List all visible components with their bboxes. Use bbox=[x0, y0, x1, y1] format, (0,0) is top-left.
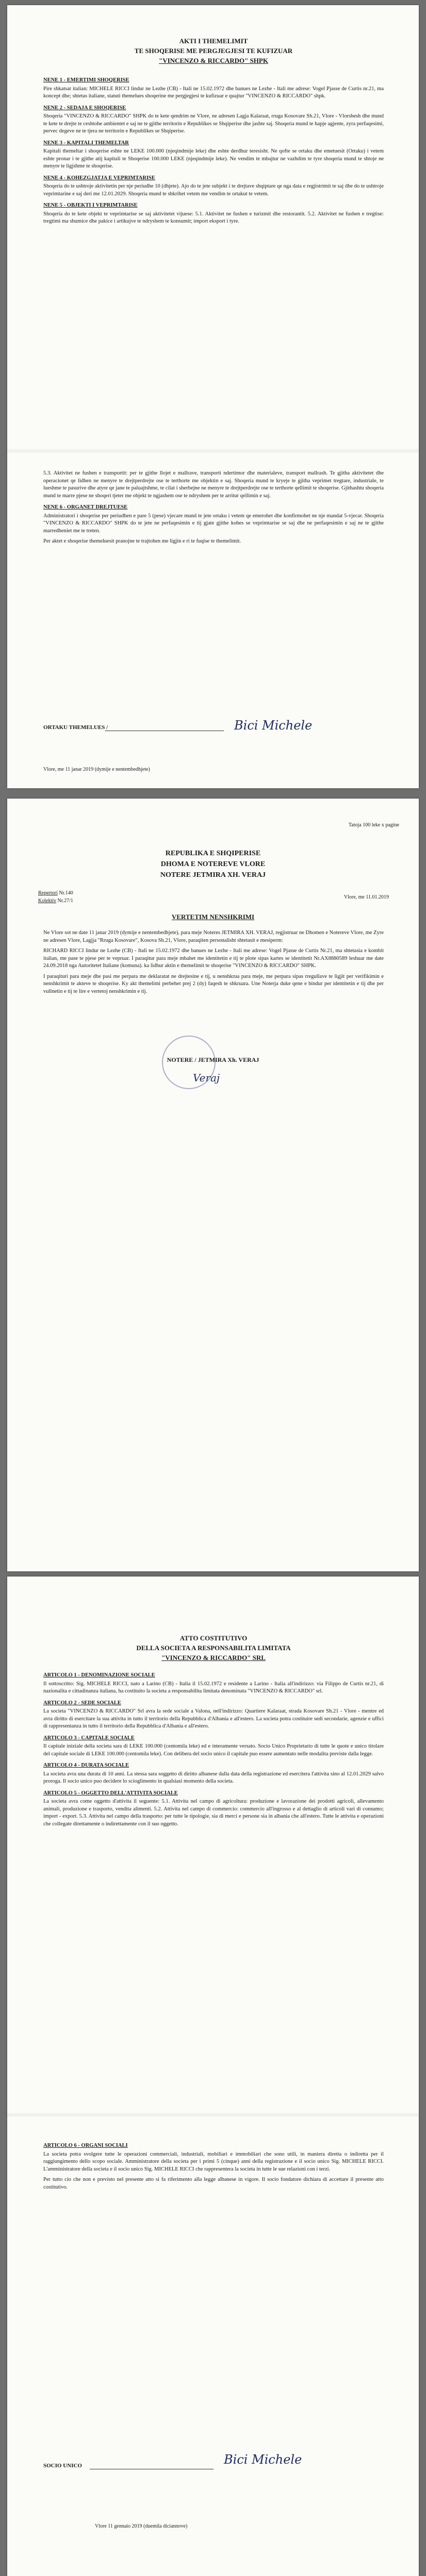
company-name: "VINCENZO & RICCARDO" SHPK bbox=[159, 57, 268, 64]
section-text: La societa potra svolgere tutte le operazioni commerciali, industriali, mobiliari e immobiliari che sono utili, in maniera diretta o indiretta per il raggiungimento dello scopo sociale. Amministratore della societa per i primi 5 (cinque) anni della registrazione e il socio unico Sig. MICHELE RICCI. L'amministratore della societa e il socio unico Sig. MICHELE RICCI che rappresentera la societa in tutte le sue relazioni con i terzi. bbox=[43, 2151, 384, 2172]
section-text: Shoqeria do te kete objekt te veprimtarise se saj aktivitetet vijuese: 5.1. Aktivitet ne fushen e turizmit dhe restorantit. 5.2. Aktivitet ne fushen e tregtise: tregtimi ma shumice dhe pakice i artikujve te ndryshem te konsumit; import eksport i tyre. bbox=[43, 211, 384, 224]
section-heading: NENE 3 - KAPITALI THEMELTAR bbox=[43, 140, 129, 146]
socio-label: SOCIO UNICO bbox=[43, 2463, 82, 2469]
document-page-2 bbox=[7, 799, 419, 1571]
section-heading: NENE 1 - EMERTIMI SHOQERISE bbox=[43, 77, 129, 83]
document-subtitle: DELLA SOCIETA A RESPONSABILITA LIMITATA bbox=[136, 1644, 291, 1652]
date-place: Vlore, me 11.01.2019 bbox=[343, 894, 389, 900]
kolektiv-row bbox=[38, 898, 73, 904]
section-heading: ARTICOLO 6 - ORGANI SOCIALI bbox=[43, 2143, 128, 2148]
repertori-label: Repertori bbox=[38, 890, 58, 896]
notary-signature: Veraj bbox=[193, 1072, 220, 1084]
certification-text: RICHARD RICCI lindur ne Lezhe (CB) - Itali ne 15.02.1972 dhe banues ne Lezhe - Itali me adrese: Vogel Pjasse de Curtis Nr.21, ma shtetasia e kombit italian, me pase te pjese per te vepruar. I paraqitur para meje mbahet me identitetin e tij te plote sipas kartes se identitetit Nr.AX8880589 leshuar me date 24.09.2018 nga Autoritetet Italiane (komuna). ka lidhur aktin e themelimit te shoqerise "VINCENZO & RICCARDO" SHPK. bbox=[43, 948, 384, 969]
document-subtitle: TE SHOQERISE ME PERGJEGJESI TE KUFIZUAR bbox=[134, 47, 293, 55]
section-heading: NENE 5 - OBJEKTI I VEPRIMTARISE bbox=[43, 202, 138, 208]
section-text: Il capitale iniziale della societa sara di LEKE 100.000 (centomila leke) ed e interamente versato. Socio Unico Proprietario di tutte le quote e unico titolare del capitale sociale di LEKE 100.000 (centomila leke). Con delibera del socio unico il capitale puo essere aumentato nelle modalita previste dalla legge. bbox=[43, 1743, 384, 1757]
certification-text: I paraqituri para meje dhe pasi me perpara me deklaratat ne drejtesine e tij, u nenshkrua para meje, me perpara sipas rregullave te ligjit per verifikimin e nenshkrimit te akteve te shoqerise. Ky akt themelimi perbehet prej 2 (dy) faqesh te shkruara. Une Noterja duke qene e bindur per identitetin e tij dhe per vullnetin e tij te lire e vertetoj nenshkrimin e tij. bbox=[43, 973, 384, 994]
section-text: La societa avra una durata di 10 anni. La stessa sara soggetto di diritto albanese dalla data della registrazione ed esercitera l'attivita sino al 12.01.2029 salvo proroga. Il socio unico puo decidere lo scioglimento in qualsiasi momento della societa. bbox=[43, 1771, 384, 1784]
signature: Bici Michele bbox=[224, 2452, 302, 2467]
section-heading: ARTICOLO 3 - CAPITALE SOCIALE bbox=[43, 1735, 135, 1741]
document-page-1 bbox=[7, 5, 419, 788]
section-heading: ARTICOLO 1 - DENOMINAZIONE SOCIALE bbox=[43, 1672, 155, 1678]
kolektiv-value: Nr.27/1 bbox=[57, 898, 73, 904]
notary-heading: NOTERE JETMIRA XH. VERAJ bbox=[160, 871, 266, 879]
section-heading: NENE 4 - KOHEZGJATJA E VEPRIMTARISE bbox=[43, 175, 155, 181]
certification-title: VERTETIM NENSHKRIMI bbox=[171, 913, 255, 921]
section-heading: NENE 2 - SEDAJA E SHOQERISE bbox=[43, 105, 126, 111]
section-text: Il sottoscritto: Sig. MICHELE RICCI, nato a Larino (CB) - Italia il 15.02.1972 e residente a Larino - Italia all'indirizzo: via Filippo de Curtis nr.21, di nazionalita e cittadinanza italiana, ha costituito la societa a responsabilita limitata denominata "VINCENZO & RICCARDO" srl. bbox=[43, 1681, 384, 1694]
repertori-value: Nr.140 bbox=[59, 890, 73, 896]
repertori-row bbox=[38, 890, 73, 896]
kolektiv-label: Kolektiv bbox=[38, 898, 56, 904]
document-title: AKTI I THEMELIMIT bbox=[179, 37, 248, 45]
document-title: ATTO COSTITUTIVO bbox=[179, 1634, 248, 1642]
notary-heading: REPUBLIKA E SHQIPERISE bbox=[165, 850, 261, 857]
section-text: La societa avra come oggetto d'attivita il seguente: 5.1. Attivita nel campo di agricoltura: produzione e lavorazione dei prodotti agricoli, allevamento animali, produzione e trasporto, vendita alimenti. 5.2. Attivita nel campo di commercio: commercio all'ingrosso e al dettaglio di articoli vari di consumo; import - export. 5.3. Attivita nel campo della trasporto: per tutte le tipologie, sia di merci e persone sia in albania che all'estero. Tutte le attivita e operazioni che collegate direttamente o indirettamente con il suo oggetto. bbox=[43, 1799, 384, 1827]
section-text: Shoqeria "VINCENZO & RICCARDO" SHPK do te kete qendrim ne Vlore, ne adresen Lagja Kalaraat, rruga Kosovare Sh.21, Vlore - Vlorshesh dhe mund te kete te drejte te ceshtohe ambientet e saj ne te gjithe territorin e Republikes se Shqiperise dhe jashte saj. Shoqeria mund te hapje agjente, zyra perfaqesimi, pervec degeve ne te tjera ne territorin e Republikes se Shqiperise. bbox=[43, 113, 384, 134]
section-text: Administratori i shoqerise per periudhen e pare 5 (pese) vjecare mund te jete ortaku i vetem qe emerohet dhe konfirmohet ne nje mandat 5-vjecar. Shoqeria "VINCENZO & RICCARDO" SHPK do te jete ne perfaqesimin e tij gjate gjithe kohes se veprimtarise se saj dhe ne perfaqesimin e saj ne te gjithe marredheniet me te treten. bbox=[43, 513, 384, 534]
section-heading: ARTICOLO 5 - OGGETTO DELL'ATTIVITA SOCIALE bbox=[43, 1790, 178, 1796]
signature: Bici Michele bbox=[234, 718, 313, 733]
section-heading: ARTICOLO 2 - SEDE SOCIALE bbox=[43, 1700, 121, 1706]
company-name: "VINCENZO & RICCARDO" SRL bbox=[161, 1654, 266, 1662]
section-heading: NENE 6 - ORGANET DREJTUESE bbox=[43, 504, 128, 510]
section-heading: ARTICOLO 4 - DURATA SOCIALE bbox=[43, 1762, 129, 1768]
tax-note: Tatoja 100 leke x pagine bbox=[348, 822, 399, 828]
document-footer: Vlore, me 11 janar 2019 (dymije e nentembedhjete) bbox=[43, 767, 150, 772]
certification-text: Ne Vlore sot ne date 11 janar 2019 (dymije e nentembedhjete), para meje Noteres JETMIRA XH. VERAJ, regjistruar ne Dhomen e Notereve Vlore, me Zyre ne adresen Vlore, Lagjja "Rruga Kosovare", Kosova Sh.21, Vlore, paraqiten personalisht shtetasit e mesiperm: bbox=[43, 930, 384, 943]
page-fold bbox=[7, 448, 419, 453]
section-text: Pire shkatsat italian: MICHELE RICCI lindur ne Lezhe (CB) - Itali ne 15.02.1972 dhe banues ne Lezhe - Itali me adrese: Vogel Pjasse de Curtis nr.21, ma koncept dhe; shtetas italiane, statuti themelues shoqerine me pergjegjesi te kufizuar e quajtur "VINCENZO & RICCARDO" shpk. bbox=[43, 86, 384, 99]
section-text: La societa "VINCENZO & RICCARDO" Srl avra la sede sociale a Valona, nell'indirizzo: Quartiere Kalaraat, strada Kosovare Sh.21 - Vlore - mentre ed avra diritto di esercitare la sua attivita in tutto il territorio della Repubblica d'Albania e all'estero. La societa potra costituire sedi secondarie, agenzie e uffici di rappresentanza in tutto il territorio della Repubblica d'Albania e all'estero. bbox=[43, 1708, 384, 1729]
section-text: 5.3. Aktivitet ne fushen e transportit: per te gjithe llojet e mallrave, transporti ndertimor dhe materialeve, transport mallrash. Te gjitha aktivitetet dhe operacionet qe lidhen ne menyre te drejtperdrejte ose te terthorte me objektin e saj. Shoqeria mund te kryeje te gjitha veprimet tregtare, industriale, te lueshme te pasurive dhe atyre qe jane te paluajtshme, te cilat i sherbejne ne menyre te drejtperdrejte ose te terthorte qellimit te shoqerise. Gjithashtu shoqeria mund te marre pjese ne shoqeri tjeter me objekt te ngjashem ose te ndryshem per te arritur qellimin e saj. bbox=[43, 470, 384, 499]
section-text: Kapitali themeltar i shoqerise eshte ne LEKE 100.000 (njeqindmije leke) dhe eshte derdhur teresisht. Ne qofte se ortaku dhe emetuesit (Ortaku) i vetem eshte pronar i te gjithe atij kapitali te Shoqerise 100.000 LEKE (njeqindmije leke). Ne vendim te mbajtur ne vazhdim te tyre shoqeria mund te shtoje ne menyre te ligjshme te shoqerise. bbox=[43, 148, 384, 169]
section-text: Per tutto cio che non e previsto nel presente atto si fa riferimento alla legge albanese in vigore. Il socio fondatore dichiara di accettare il presente atto costitutivo. bbox=[43, 2177, 384, 2190]
section-text: Per aktet e shoqerise themeluesit pranojne te trajtohen me ligjin e ri te fuqise te themelimit. bbox=[43, 538, 241, 544]
page-fold bbox=[7, 2112, 419, 2117]
document-footer: Vlore 11 gennaio 2019 (duemila diciannove) bbox=[95, 2523, 188, 2529]
ortaku-label: ORTAKU THEMELUES / bbox=[43, 724, 108, 731]
section-text: Shoqeria do te ushtroje aktivitetin per nje periudhe 10 (dhjete). Ajo do te jete subjekt i te drejtave shqiptare qe nga data e regjistrimit te saj dhe do te ushtroje veprimtarine e saj deri me 12.01.2029. Shoqeria mund te shkrihet vetem me vendim te ortakut te vetem. bbox=[43, 183, 384, 197]
notary-heading: DHOMA E NOTEREVE VLORE bbox=[160, 860, 266, 868]
notary-name: NOTERE / JETMIRA Xh. VERAJ bbox=[167, 1056, 259, 1063]
document-page-3 bbox=[7, 1577, 419, 2576]
